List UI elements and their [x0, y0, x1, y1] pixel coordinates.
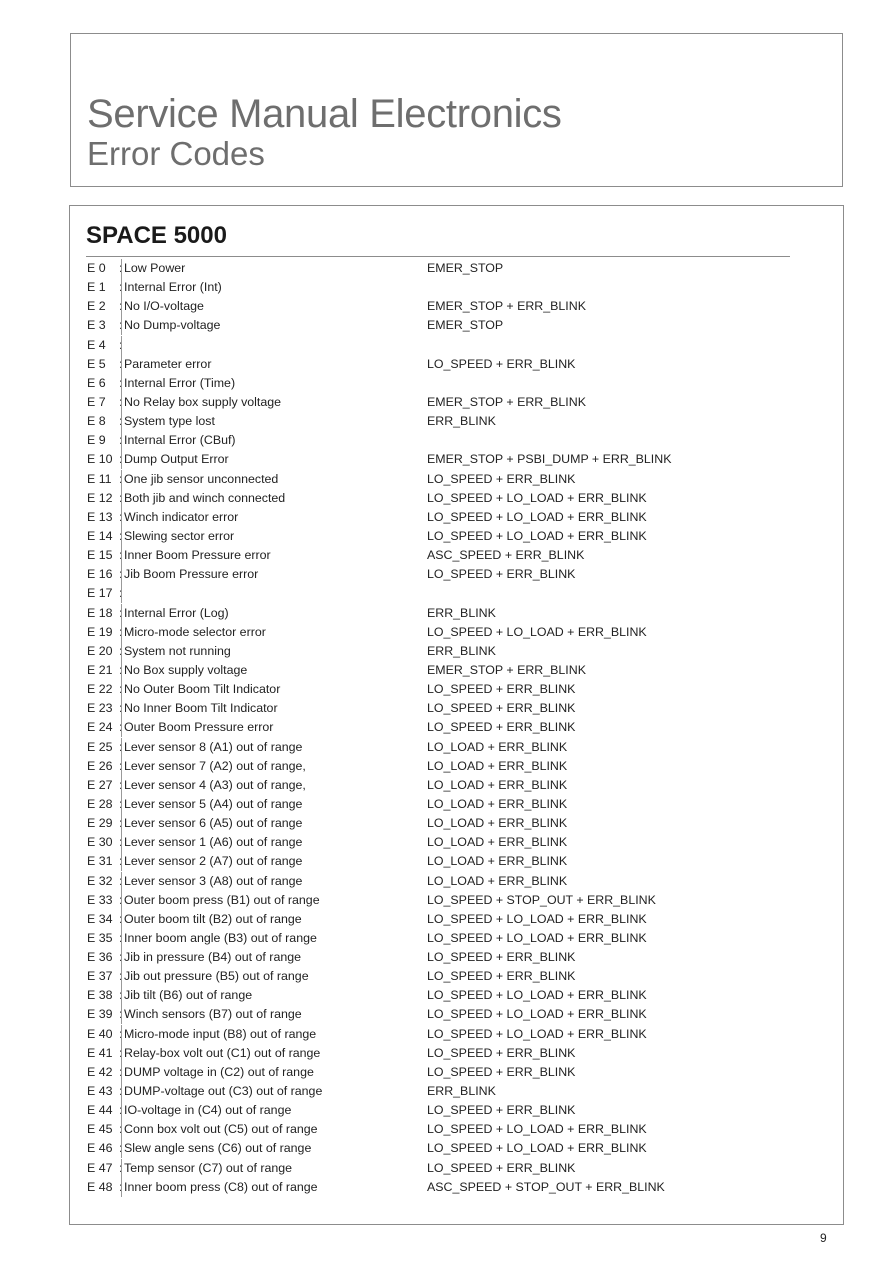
error-code: E 33	[87, 892, 113, 907]
code-separator: :	[119, 414, 123, 429]
error-action: LO_SPEED + LO_LOAD + ERR_BLINK	[427, 509, 647, 524]
error-action: LO_SPEED + LO_LOAD + ERR_BLINK	[427, 528, 647, 543]
error-action: LO_LOAD + ERR_BLINK	[427, 739, 568, 754]
error-action: LO_SPEED + LO_LOAD + ERR_BLINK	[427, 911, 647, 926]
error-description: Outer Boom Pressure error	[121, 718, 273, 737]
code-separator: :	[119, 835, 123, 850]
error-description: DUMP-voltage out (C3) out of range	[121, 1082, 322, 1101]
code-separator: :	[119, 1007, 123, 1022]
error-code: E 43	[87, 1084, 113, 1099]
code-separator: :	[119, 1122, 123, 1137]
table-row	[87, 1025, 827, 1044]
error-description: No Inner Boom Tilt Indicator	[121, 699, 278, 718]
error-description: Lever sensor 6 (A5) out of range	[121, 814, 302, 833]
error-action: LO_SPEED + LO_LOAD + ERR_BLINK	[427, 1141, 647, 1156]
code-separator: :	[119, 452, 123, 467]
code-separator: :	[119, 605, 123, 620]
error-description: Jib out pressure (B5) out of range	[121, 967, 309, 986]
error-action: LO_SPEED + ERR_BLINK	[427, 950, 576, 965]
error-action: LO_LOAD + ERR_BLINK	[427, 758, 568, 773]
error-description: Internal Error (CBuf)	[121, 431, 236, 450]
code-separator: :	[119, 280, 123, 295]
code-separator: :	[119, 394, 123, 409]
error-description: Inner Boom Pressure error	[121, 546, 271, 565]
code-separator: :	[119, 662, 123, 677]
table-row	[87, 910, 827, 929]
error-description: Inner boom press (C8) out of range	[121, 1178, 318, 1197]
error-code: E 19	[87, 624, 113, 639]
code-separator: :	[119, 490, 123, 505]
code-separator: :	[119, 682, 123, 697]
error-action: LO_SPEED + ERR_BLINK	[427, 701, 576, 716]
error-code: E 24	[87, 720, 113, 735]
code-separator: :	[119, 854, 123, 869]
table-row	[87, 795, 827, 814]
error-description: Inner boom angle (B3) out of range	[121, 929, 317, 948]
error-description: Internal Error (Log)	[121, 604, 229, 623]
table-row	[87, 450, 827, 469]
error-description: Both jib and winch connected	[121, 489, 285, 508]
table-row	[87, 393, 827, 412]
error-description: No Relay box supply voltage	[121, 393, 281, 412]
table-row	[87, 508, 827, 527]
code-separator: :	[119, 720, 123, 735]
table-row	[87, 699, 827, 718]
error-code: E 13	[87, 509, 113, 524]
error-action: LO_SPEED + LO_LOAD + ERR_BLINK	[427, 1007, 647, 1022]
table-row	[87, 642, 827, 661]
error-action: ERR_BLINK	[427, 605, 496, 620]
error-action: EMER_STOP + ERR_BLINK	[427, 394, 586, 409]
error-code: E 28	[87, 796, 113, 811]
error-description: Slewing sector error	[121, 527, 234, 546]
code-separator: :	[119, 433, 123, 448]
error-description: Jib tilt (B6) out of range	[121, 986, 252, 1005]
code-separator: :	[119, 1045, 123, 1060]
error-code: E 41	[87, 1045, 113, 1060]
table-row	[87, 316, 827, 335]
error-code: E 10	[87, 452, 113, 467]
error-description: Lever sensor 5 (A4) out of range	[121, 795, 302, 814]
table-row	[87, 1120, 827, 1139]
error-description: One jib sensor unconnected	[121, 470, 278, 489]
error-description: Conn box volt out (C5) out of range	[121, 1120, 318, 1139]
error-action: ERR_BLINK	[427, 643, 496, 658]
error-action: EMER_STOP	[427, 318, 504, 333]
table-row	[87, 1063, 827, 1082]
error-action: LO_LOAD + ERR_BLINK	[427, 777, 568, 792]
error-action: LO_SPEED + STOP_OUT + ERR_BLINK	[427, 892, 656, 907]
header-box	[70, 33, 843, 187]
table-row	[87, 738, 827, 757]
table-row	[87, 297, 827, 316]
code-separator: :	[119, 1141, 123, 1156]
error-code: E 7	[87, 394, 106, 409]
code-separator: :	[119, 777, 123, 792]
error-action: LO_SPEED + LO_LOAD + ERR_BLINK	[427, 490, 647, 505]
table-row	[87, 1082, 827, 1101]
table-row	[87, 489, 827, 508]
error-code: E 8	[87, 414, 106, 429]
error-code: E 4	[87, 337, 106, 352]
error-code: E 40	[87, 1026, 113, 1041]
table-row	[87, 872, 827, 891]
error-action: LO_SPEED + ERR_BLINK	[427, 682, 576, 697]
error-description: IO-voltage in (C4) out of range	[121, 1101, 291, 1120]
error-code: E 37	[87, 969, 113, 984]
table-row	[87, 565, 827, 584]
error-code: E 38	[87, 988, 113, 1003]
section-divider	[86, 256, 790, 257]
table-row	[87, 431, 827, 450]
table-row	[87, 604, 827, 623]
error-description: Winch indicator error	[121, 508, 238, 527]
table-row	[87, 891, 827, 910]
error-description: No Outer Boom Tilt Indicator	[121, 680, 280, 699]
code-separator: :	[119, 548, 123, 563]
table-row	[87, 680, 827, 699]
error-code: E 12	[87, 490, 113, 505]
error-description: Dump Output Error	[121, 450, 229, 469]
error-description: DUMP voltage in (C2) out of range	[121, 1063, 314, 1082]
table-row	[87, 527, 827, 546]
page-number: 9	[820, 1231, 827, 1245]
code-separator: :	[119, 337, 123, 352]
code-separator: :	[119, 261, 123, 275]
code-separator: :	[119, 892, 123, 907]
table-row	[87, 852, 827, 871]
error-description: Lever sensor 1 (A6) out of range	[121, 833, 302, 852]
code-separator: :	[119, 873, 123, 888]
error-code: E 6	[87, 375, 106, 390]
code-separator: :	[119, 318, 123, 333]
error-code: E 18	[87, 605, 113, 620]
error-action: LO_SPEED + ERR_BLINK	[427, 720, 576, 735]
table-row	[87, 1005, 827, 1024]
error-code: E 31	[87, 854, 113, 869]
error-action: EMER_STOP	[427, 261, 504, 275]
error-description: Low Power	[121, 259, 185, 278]
error-description: Lever sensor 7 (A2) out of range,	[121, 757, 306, 776]
table-row	[87, 336, 827, 355]
error-description: Micro-mode selector error	[121, 623, 266, 642]
table-row	[87, 584, 827, 603]
table-row	[87, 546, 827, 565]
error-action: LO_SPEED + ERR_BLINK	[427, 1045, 576, 1060]
error-action: LO_SPEED + ERR_BLINK	[427, 1103, 576, 1118]
error-description: System not running	[121, 642, 231, 661]
error-action: ERR_BLINK	[427, 1084, 496, 1099]
error-code: E 45	[87, 1122, 113, 1137]
code-separator: :	[119, 758, 123, 773]
error-code: E 23	[87, 701, 113, 716]
error-description: Jib Boom Pressure error	[121, 565, 258, 584]
error-description: No I/O-voltage	[121, 297, 204, 316]
error-action: LO_SPEED + ERR_BLINK	[427, 969, 576, 984]
code-separator: :	[119, 1179, 123, 1194]
error-code: E 30	[87, 835, 113, 850]
error-description: Jib in pressure (B4) out of range	[121, 948, 301, 967]
code-separator: :	[119, 375, 123, 390]
table-row	[87, 355, 827, 374]
error-description: System type lost	[121, 412, 215, 431]
error-code: E 27	[87, 777, 113, 792]
code-separator: :	[119, 624, 123, 639]
error-action: LO_SPEED + LO_LOAD + ERR_BLINK	[427, 988, 647, 1003]
error-code: E 15	[87, 548, 113, 563]
code-separator: :	[119, 1103, 123, 1118]
code-separator: :	[119, 816, 123, 831]
error-action: ASC_SPEED + ERR_BLINK	[427, 548, 585, 563]
error-description: Parameter error	[121, 355, 211, 374]
error-description: Winch sensors (B7) out of range	[121, 1005, 302, 1024]
error-description: Lever sensor 8 (A1) out of range	[121, 738, 302, 757]
code-separator: :	[119, 739, 123, 754]
error-code: E 47	[87, 1160, 113, 1175]
error-code: E 48	[87, 1179, 113, 1194]
error-code: E 29	[87, 816, 113, 831]
error-code: E 20	[87, 643, 113, 658]
error-code-table	[87, 259, 827, 1197]
error-code: E 34	[87, 911, 113, 926]
error-code: E 16	[87, 567, 113, 582]
error-description	[121, 336, 124, 355]
error-code: E 36	[87, 950, 113, 965]
error-code: E 22	[87, 682, 113, 697]
error-action: LO_LOAD + ERR_BLINK	[427, 816, 568, 831]
code-separator: :	[119, 930, 123, 945]
code-separator: :	[119, 969, 123, 984]
error-code: E 25	[87, 739, 113, 754]
page-title: Service Manual Electronics	[87, 92, 562, 136]
code-separator: :	[119, 356, 123, 371]
table-row	[87, 623, 827, 642]
table-row	[87, 1044, 827, 1063]
error-description: Lever sensor 3 (A8) out of range	[121, 872, 302, 891]
table-row	[87, 259, 827, 278]
error-action: LO_SPEED + ERR_BLINK	[427, 1160, 576, 1175]
code-separator: :	[119, 1084, 123, 1099]
table-row	[87, 948, 827, 967]
error-description	[121, 584, 124, 603]
error-description: Internal Error (Int)	[121, 278, 222, 297]
error-action: LO_LOAD + ERR_BLINK	[427, 873, 568, 888]
error-description: Lever sensor 4 (A3) out of range,	[121, 776, 306, 795]
error-description: Lever sensor 2 (A7) out of range	[121, 852, 302, 871]
error-action: LO_SPEED + LO_LOAD + ERR_BLINK	[427, 1122, 647, 1137]
code-separator: :	[119, 950, 123, 965]
error-description: Relay-box volt out (C1) out of range	[121, 1044, 320, 1063]
error-description: No Box supply voltage	[121, 661, 247, 680]
error-code: E 32	[87, 873, 113, 888]
table-row	[87, 986, 827, 1005]
error-code: E 0	[87, 261, 106, 275]
error-code: E 14	[87, 528, 113, 543]
error-action: LO_SPEED + ERR_BLINK	[427, 471, 576, 486]
table-row	[87, 470, 827, 489]
table-row	[87, 412, 827, 431]
table-row	[87, 1178, 827, 1197]
error-code: E 35	[87, 930, 113, 945]
error-action: LO_LOAD + ERR_BLINK	[427, 796, 568, 811]
error-code: E 9	[87, 433, 106, 448]
code-separator: :	[119, 643, 123, 658]
error-description: Internal Error (Time)	[121, 374, 235, 393]
error-code: E 42	[87, 1064, 113, 1079]
error-action: LO_SPEED + LO_LOAD + ERR_BLINK	[427, 1026, 647, 1041]
table-row	[87, 1139, 827, 1158]
table-row	[87, 718, 827, 737]
error-action: ASC_SPEED + STOP_OUT + ERR_BLINK	[427, 1179, 665, 1194]
error-action: EMER_STOP + ERR_BLINK	[427, 662, 586, 677]
error-description: Micro-mode input (B8) out of range	[121, 1025, 316, 1044]
error-description: Outer boom press (B1) out of range	[121, 891, 320, 910]
error-code: E 44	[87, 1103, 113, 1118]
error-code: E 46	[87, 1141, 113, 1156]
error-action: LO_LOAD + ERR_BLINK	[427, 854, 568, 869]
table-row	[87, 1101, 827, 1120]
content-box	[69, 205, 844, 1225]
table-row	[87, 814, 827, 833]
table-row	[87, 661, 827, 680]
code-separator: :	[119, 299, 123, 314]
code-separator: :	[119, 509, 123, 524]
error-code: E 3	[87, 318, 106, 333]
code-separator: :	[119, 1064, 123, 1079]
error-action: LO_SPEED + LO_LOAD + ERR_BLINK	[427, 930, 647, 945]
error-code: E 17	[87, 586, 113, 601]
table-row	[87, 929, 827, 948]
code-separator: :	[119, 471, 123, 486]
error-code: E 21	[87, 662, 113, 677]
error-description: No Dump-voltage	[121, 316, 220, 335]
page-subtitle: Error Codes	[87, 135, 265, 172]
table-row	[87, 757, 827, 776]
code-separator: :	[119, 1026, 123, 1041]
code-separator: :	[119, 1160, 123, 1175]
table-row	[87, 374, 827, 393]
error-action: LO_SPEED + ERR_BLINK	[427, 1064, 576, 1079]
error-code: E 2	[87, 299, 106, 314]
table-row	[87, 278, 827, 297]
error-action: LO_LOAD + ERR_BLINK	[427, 835, 568, 850]
error-description: Slew angle sens (C6) out of range	[121, 1139, 311, 1158]
code-separator: :	[119, 567, 123, 582]
table-row	[87, 967, 827, 986]
code-separator: :	[119, 911, 123, 926]
error-action: LO_SPEED + LO_LOAD + ERR_BLINK	[427, 624, 647, 639]
error-action: EMER_STOP + PSBI_DUMP + ERR_BLINK	[427, 452, 672, 467]
error-code: E 5	[87, 356, 106, 371]
error-action: ERR_BLINK	[427, 414, 496, 429]
error-action: EMER_STOP + ERR_BLINK	[427, 299, 586, 314]
error-action: LO_SPEED + ERR_BLINK	[427, 567, 576, 582]
code-separator: :	[119, 988, 123, 1003]
error-action: LO_SPEED + ERR_BLINK	[427, 356, 576, 371]
error-code: E 26	[87, 758, 113, 773]
error-description: Temp sensor (C7) out of range	[121, 1159, 292, 1178]
error-code: E 11	[87, 471, 112, 486]
error-code: E 1	[87, 280, 106, 295]
table-row	[87, 1159, 827, 1178]
section-title: SPACE 5000	[86, 222, 227, 249]
table-row	[87, 833, 827, 852]
code-separator: :	[119, 796, 123, 811]
code-separator: :	[119, 701, 123, 716]
table-row	[87, 776, 827, 795]
error-code: E 39	[87, 1007, 113, 1022]
error-description: Outer boom tilt (B2) out of range	[121, 910, 302, 929]
code-separator: :	[119, 586, 123, 601]
code-separator: :	[119, 528, 123, 543]
